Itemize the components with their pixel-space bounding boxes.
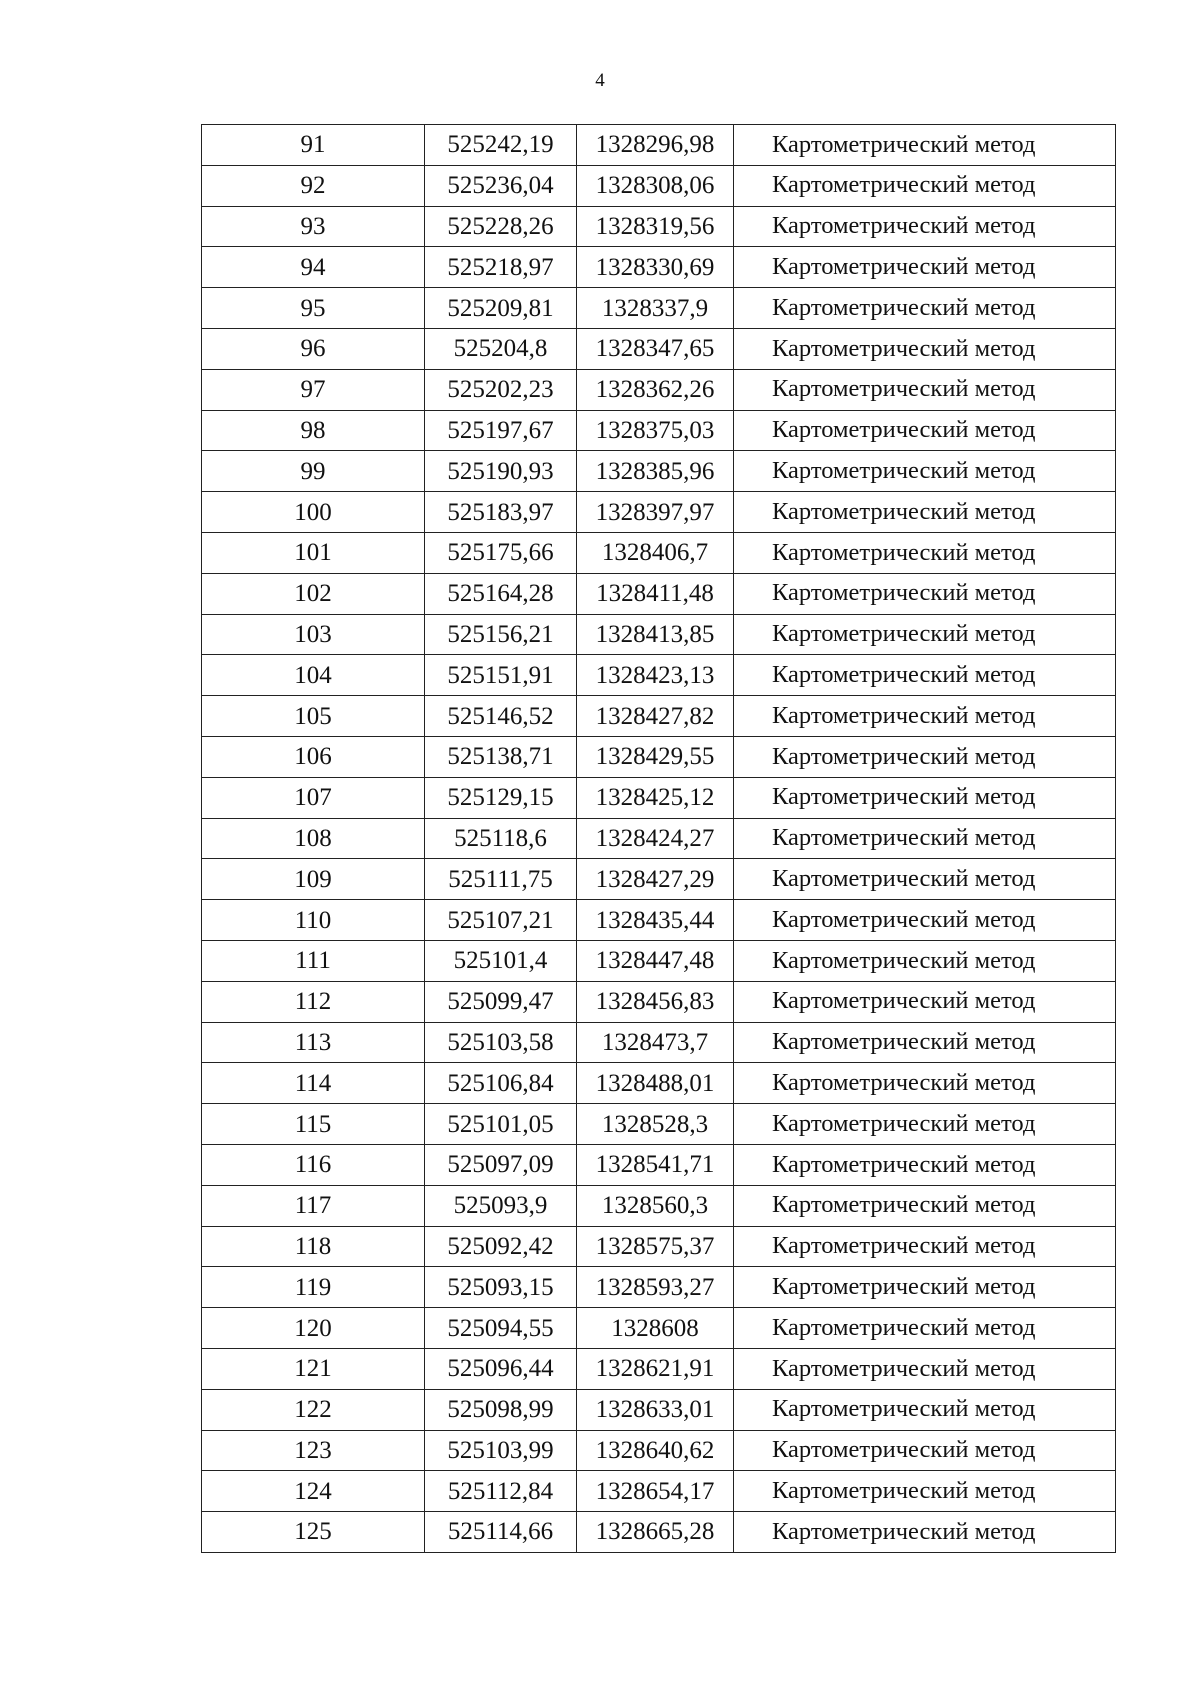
y-coordinate-cell: 1328528,3 (577, 1104, 734, 1145)
table-row (202, 900, 1116, 941)
method-cell: Картометрический метод (734, 614, 1116, 655)
point-number-cell: 115 (202, 1104, 425, 1145)
table-row (202, 736, 1116, 777)
method-cell: Картометрический метод (734, 736, 1116, 777)
y-coordinate-cell: 1328429,55 (577, 736, 734, 777)
point-number-cell: 119 (202, 1267, 425, 1308)
x-coordinate-cell: 525098,99 (425, 1389, 577, 1430)
point-number-cell: 125 (202, 1512, 425, 1553)
table-row (202, 1022, 1116, 1063)
method-cell: Картометрический метод (734, 1063, 1116, 1104)
point-number-cell: 94 (202, 247, 425, 288)
x-coordinate-cell: 525101,05 (425, 1104, 577, 1145)
method-cell: Картометрический метод (734, 1267, 1116, 1308)
x-coordinate-cell: 525138,71 (425, 736, 577, 777)
method-cell: Картометрический метод (734, 165, 1116, 206)
y-coordinate-cell: 1328427,82 (577, 696, 734, 737)
point-number-cell: 110 (202, 900, 425, 941)
table-row (202, 1063, 1116, 1104)
point-number-cell: 121 (202, 1348, 425, 1389)
table-row (202, 1430, 1116, 1471)
y-coordinate-cell: 1328413,85 (577, 614, 734, 655)
point-number-cell: 97 (202, 369, 425, 410)
point-number-cell: 118 (202, 1226, 425, 1267)
point-number-cell: 113 (202, 1022, 425, 1063)
point-number-cell: 109 (202, 859, 425, 900)
point-number-cell: 93 (202, 206, 425, 247)
method-cell: Картометрический метод (734, 818, 1116, 859)
method-cell: Картометрический метод (734, 900, 1116, 941)
y-coordinate-cell: 1328456,83 (577, 981, 734, 1022)
table-row (202, 492, 1116, 533)
y-coordinate-cell: 1328593,27 (577, 1267, 734, 1308)
method-cell: Картометрический метод (734, 125, 1116, 166)
table-row (202, 573, 1116, 614)
y-coordinate-cell: 1328560,3 (577, 1185, 734, 1226)
table-row (202, 696, 1116, 737)
method-cell: Картометрический метод (734, 859, 1116, 900)
table-row (202, 1185, 1116, 1226)
method-cell: Картометрический метод (734, 940, 1116, 981)
table-row (202, 328, 1116, 369)
x-coordinate-cell: 525114,66 (425, 1512, 577, 1553)
point-number-cell: 123 (202, 1430, 425, 1471)
x-coordinate-cell: 525103,58 (425, 1022, 577, 1063)
x-coordinate-cell: 525146,52 (425, 696, 577, 737)
x-coordinate-cell: 525099,47 (425, 981, 577, 1022)
x-coordinate-cell: 525242,19 (425, 125, 577, 166)
method-cell: Картометрический метод (734, 492, 1116, 533)
x-coordinate-cell: 525183,97 (425, 492, 577, 533)
table-row (202, 614, 1116, 655)
y-coordinate-cell: 1328411,48 (577, 573, 734, 614)
method-cell: Картометрический метод (734, 1389, 1116, 1430)
method-cell: Картометрический метод (734, 696, 1116, 737)
table-row (202, 777, 1116, 818)
table-row (202, 1104, 1116, 1145)
y-coordinate-cell: 1328406,7 (577, 532, 734, 573)
y-coordinate-cell: 1328423,13 (577, 655, 734, 696)
table-row (202, 125, 1116, 166)
point-number-cell: 102 (202, 573, 425, 614)
method-cell: Картометрический метод (734, 1185, 1116, 1226)
point-number-cell: 105 (202, 696, 425, 737)
x-coordinate-cell: 525197,67 (425, 410, 577, 451)
x-coordinate-cell: 525129,15 (425, 777, 577, 818)
x-coordinate-cell: 525204,8 (425, 328, 577, 369)
point-number-cell: 96 (202, 328, 425, 369)
method-cell: Картометрический метод (734, 1430, 1116, 1471)
point-number-cell: 95 (202, 288, 425, 329)
table-row (202, 288, 1116, 329)
point-number-cell: 101 (202, 532, 425, 573)
point-number-cell: 108 (202, 818, 425, 859)
point-number-cell: 92 (202, 165, 425, 206)
method-cell: Картометрический метод (734, 1512, 1116, 1553)
table-row (202, 1267, 1116, 1308)
y-coordinate-cell: 1328425,12 (577, 777, 734, 818)
x-coordinate-cell: 525164,28 (425, 573, 577, 614)
y-coordinate-cell: 1328633,01 (577, 1389, 734, 1430)
method-cell: Картометрический метод (734, 410, 1116, 451)
point-number-cell: 107 (202, 777, 425, 818)
x-coordinate-cell: 525190,93 (425, 451, 577, 492)
x-coordinate-cell: 525228,26 (425, 206, 577, 247)
x-coordinate-cell: 525103,99 (425, 1430, 577, 1471)
coordinates-table (201, 124, 1116, 1553)
point-number-cell: 91 (202, 125, 425, 166)
method-cell: Картометрический метод (734, 981, 1116, 1022)
table-row (202, 247, 1116, 288)
y-coordinate-cell: 1328347,65 (577, 328, 734, 369)
x-coordinate-cell: 525094,55 (425, 1308, 577, 1349)
y-coordinate-cell: 1328575,37 (577, 1226, 734, 1267)
table-row (202, 1144, 1116, 1185)
table-row (202, 1226, 1116, 1267)
method-cell: Картометрический метод (734, 1471, 1116, 1512)
method-cell: Картометрический метод (734, 206, 1116, 247)
x-coordinate-cell: 525209,81 (425, 288, 577, 329)
method-cell: Картометрический метод (734, 1022, 1116, 1063)
method-cell: Картометрический метод (734, 247, 1116, 288)
y-coordinate-cell: 1328435,44 (577, 900, 734, 941)
point-number-cell: 116 (202, 1144, 425, 1185)
y-coordinate-cell: 1328488,01 (577, 1063, 734, 1104)
x-coordinate-cell: 525202,23 (425, 369, 577, 410)
point-number-cell: 122 (202, 1389, 425, 1430)
table-row (202, 940, 1116, 981)
y-coordinate-cell: 1328385,96 (577, 451, 734, 492)
table-row (202, 1512, 1116, 1553)
x-coordinate-cell: 525096,44 (425, 1348, 577, 1389)
y-coordinate-cell: 1328296,98 (577, 125, 734, 166)
y-coordinate-cell: 1328330,69 (577, 247, 734, 288)
point-number-cell: 100 (202, 492, 425, 533)
method-cell: Картометрический метод (734, 328, 1116, 369)
y-coordinate-cell: 1328375,03 (577, 410, 734, 451)
table-row (202, 532, 1116, 573)
method-cell: Картометрический метод (734, 369, 1116, 410)
y-coordinate-cell: 1328665,28 (577, 1512, 734, 1553)
coordinates-table-body (202, 125, 1116, 1553)
x-coordinate-cell: 525093,9 (425, 1185, 577, 1226)
y-coordinate-cell: 1328424,27 (577, 818, 734, 859)
x-coordinate-cell: 525236,04 (425, 165, 577, 206)
y-coordinate-cell: 1328621,91 (577, 1348, 734, 1389)
method-cell: Картометрический метод (734, 1104, 1116, 1145)
table-row (202, 206, 1116, 247)
method-cell: Картометрический метод (734, 1144, 1116, 1185)
method-cell: Картометрический метод (734, 573, 1116, 614)
x-coordinate-cell: 525218,97 (425, 247, 577, 288)
point-number-cell: 114 (202, 1063, 425, 1104)
method-cell: Картометрический метод (734, 1348, 1116, 1389)
y-coordinate-cell: 1328397,97 (577, 492, 734, 533)
point-number-cell: 112 (202, 981, 425, 1022)
point-number-cell: 98 (202, 410, 425, 451)
y-coordinate-cell: 1328654,17 (577, 1471, 734, 1512)
point-number-cell: 104 (202, 655, 425, 696)
x-coordinate-cell: 525092,42 (425, 1226, 577, 1267)
y-coordinate-cell: 1328640,62 (577, 1430, 734, 1471)
x-coordinate-cell: 525175,66 (425, 532, 577, 573)
y-coordinate-cell: 1328427,29 (577, 859, 734, 900)
x-coordinate-cell: 525097,09 (425, 1144, 577, 1185)
x-coordinate-cell: 525111,75 (425, 859, 577, 900)
table-row (202, 1348, 1116, 1389)
table-row (202, 369, 1116, 410)
x-coordinate-cell: 525107,21 (425, 900, 577, 941)
point-number-cell: 106 (202, 736, 425, 777)
y-coordinate-cell: 1328473,7 (577, 1022, 734, 1063)
point-number-cell: 117 (202, 1185, 425, 1226)
y-coordinate-cell: 1328541,71 (577, 1144, 734, 1185)
point-number-cell: 120 (202, 1308, 425, 1349)
table-row (202, 1389, 1116, 1430)
y-coordinate-cell: 1328337,9 (577, 288, 734, 329)
y-coordinate-cell: 1328608 (577, 1308, 734, 1349)
point-number-cell: 111 (202, 940, 425, 981)
method-cell: Картометрический метод (734, 655, 1116, 696)
y-coordinate-cell: 1328362,26 (577, 369, 734, 410)
method-cell: Картометрический метод (734, 1308, 1116, 1349)
point-number-cell: 99 (202, 451, 425, 492)
x-coordinate-cell: 525093,15 (425, 1267, 577, 1308)
point-number-cell: 103 (202, 614, 425, 655)
table-row (202, 165, 1116, 206)
table-row (202, 818, 1116, 859)
x-coordinate-cell: 525156,21 (425, 614, 577, 655)
method-cell: Картометрический метод (734, 451, 1116, 492)
table-row (202, 859, 1116, 900)
x-coordinate-cell: 525101,4 (425, 940, 577, 981)
table-row (202, 410, 1116, 451)
x-coordinate-cell: 525112,84 (425, 1471, 577, 1512)
table-row (202, 1308, 1116, 1349)
x-coordinate-cell: 525118,6 (425, 818, 577, 859)
y-coordinate-cell: 1328308,06 (577, 165, 734, 206)
x-coordinate-cell: 525106,84 (425, 1063, 577, 1104)
page-number: 4 (595, 70, 605, 91)
y-coordinate-cell: 1328447,48 (577, 940, 734, 981)
table-row (202, 1471, 1116, 1512)
table-row (202, 981, 1116, 1022)
table-row (202, 451, 1116, 492)
method-cell: Картометрический метод (734, 777, 1116, 818)
table-row (202, 655, 1116, 696)
x-coordinate-cell: 525151,91 (425, 655, 577, 696)
method-cell: Картометрический метод (734, 1226, 1116, 1267)
y-coordinate-cell: 1328319,56 (577, 206, 734, 247)
point-number-cell: 124 (202, 1471, 425, 1512)
method-cell: Картометрический метод (734, 288, 1116, 329)
method-cell: Картометрический метод (734, 532, 1116, 573)
